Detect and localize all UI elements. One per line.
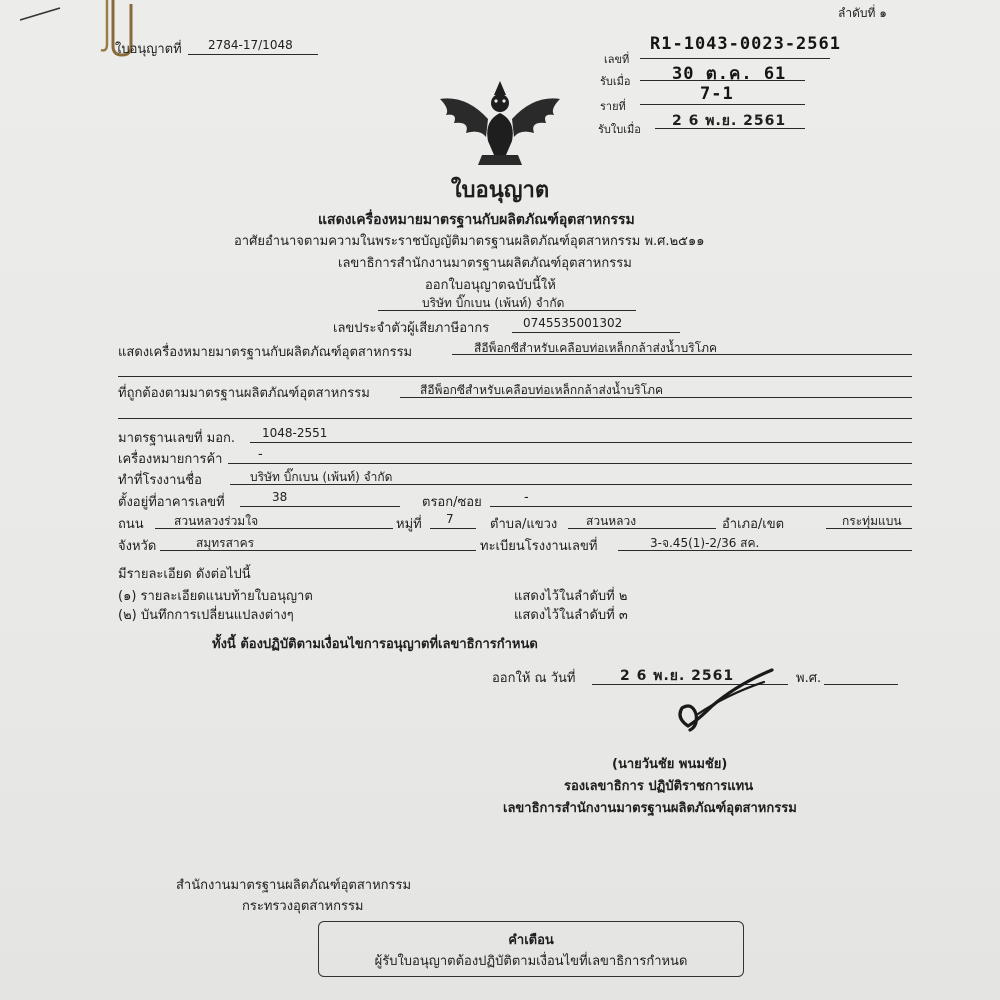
trademark-label: เครื่องหมายการค้า (118, 452, 223, 467)
tax-id-label: เลขประจำตัวผู้เสียภาษีอากร (333, 321, 490, 336)
header-line3: เลขาธิการสำนักงานมาตรฐานผลิตภัณฑ์อุตสาหกรรม (338, 256, 632, 271)
handwritten-signature (668, 664, 788, 736)
building-label: ตั้งอยู่ที่อาคารเลขที่ (118, 495, 225, 510)
warning-text: ผู้รับใบอนุญาตต้องปฏิบัติตามเงื่อนไขที่เลขาธิการกำหนด (374, 954, 688, 969)
receipt-date-label: รับเมื่อ (600, 75, 631, 88)
header-line1: แสดงเครื่องหมายมาตรฐานกับผลิตภัณฑ์อุตสาหกรรม (318, 212, 635, 228)
subdistrict-label: ตำบล/แขวง (490, 517, 558, 532)
issue-era: พ.ศ. (796, 671, 822, 686)
road-value: สวนหลวงร่วมใจ (174, 514, 259, 528)
issue-label: ออกให้ ณ วันที่ (492, 671, 576, 686)
district-value: กระทุ่มแบน (842, 514, 902, 528)
signatory-name: (นายวันชัย พนมชัย) (612, 757, 728, 772)
trademark-value: - (258, 447, 263, 462)
factory-label: ทำที่โรงงานชื่อ (118, 473, 202, 488)
receipt-no-label: เลขที่ (604, 53, 630, 66)
alley-value: - (524, 490, 529, 505)
details-item1: (๑) รายละเอียดแนบท้ายใบอนุญาต (118, 589, 313, 604)
signatory-title1: รองเลขาธิการ ปฏิบัติราชการแทน (564, 779, 754, 794)
details-item1-ref: แสดงไว้ในลำดับที่ ๒ (514, 589, 628, 604)
province-label: จังหวัด (118, 539, 157, 554)
receipt-list-label: รายที่ (600, 100, 626, 113)
std-label: ที่ถูกต้องตามมาตรฐานผลิตภัณฑ์อุตสาหกรรม (118, 386, 370, 401)
district-label: อำเภอ/เขต (722, 517, 785, 532)
license-no-label: ใบอนุญาตที่ (115, 42, 182, 57)
tis-value: 1048-2551 (262, 426, 328, 440)
mark-label: แสดงเครื่องหมายมาตรฐานกับผลิตภัณฑ์อุตสาหกรรม (118, 345, 413, 360)
province-value: สมุทรสาคร (196, 536, 255, 550)
details-intro: มีรายละเอียด ดังต่อไปนี้ (118, 567, 251, 582)
tis-label: มาตรฐานเลขที่ มอก. (118, 431, 236, 446)
header-line2: อาศัยอำนาจตามความในพระราชบัญญัติมาตรฐานผลิตภัณฑ์อุตสาหกรรม พ.ศ.๒๕๑๑ (234, 234, 705, 249)
reg-label: ทะเบียนโรงงานเลขที่ (480, 539, 598, 554)
issue-date: 2 6 พ.ย. 2561 (620, 668, 735, 684)
condition-text: ทั้งนี้ ต้องปฏิบัติตามเงื่อนไขการอนุญาตที่เลขาธิการกำหนด (212, 637, 538, 652)
office-line1: สำนักงานมาตรฐานผลิตภัณฑ์อุตสาหกรรม (176, 878, 412, 893)
receipt-issued-label: รับใบเมื่อ (598, 123, 641, 136)
details-item2-ref: แสดงไว้ในลำดับที่ ๓ (514, 608, 628, 623)
factory-value: บริษัท บิ๊กเบน (เพ้นท์) จำกัด (250, 470, 393, 484)
receipt-issued-value: 2 6 พ.ย. 2561 (672, 113, 787, 129)
details-item2: (๒) บันทึกการเปลี่ยนแปลงต่างๆ (118, 608, 294, 623)
office-line2: กระทรวงอุตสาหกรรม (242, 899, 364, 914)
moo-label: หมู่ที่ (396, 517, 422, 532)
moo-value: 7 (446, 512, 454, 526)
signatory-title2: เลขาธิการสำนักงานมาตรฐานผลิตภัณฑ์อุตสาหกรรม (503, 801, 797, 816)
receipt-no-value: R1-1043-0023-2561 (650, 34, 841, 54)
tax-id-value: 0745535001302 (523, 316, 623, 330)
mark-value: สีอีพ็อกซีสำหรับเคลือบท่อเหล็กกล้าส่งน้ำบริโภค (474, 341, 718, 355)
page-number: ลำดับที่ ๑ (838, 6, 887, 20)
subdistrict-value: สวนหลวง (586, 514, 637, 528)
document-title: ใบอนุญาต (450, 178, 550, 203)
warning-title: คำเตือน (508, 933, 554, 948)
std-value: สีอีพ็อกซีสำหรับเคลือบท่อเหล็กกล้าส่งน้ำบริโภค (420, 383, 664, 397)
header-line4: ออกใบอนุญาตฉบับนี้ให้ (425, 278, 556, 293)
building-value: 38 (272, 490, 288, 504)
reg-value: 3-จ.45(1)-2/36 สค. (650, 536, 760, 550)
alley-label: ตรอก/ซอย (422, 495, 482, 510)
road-label: ถนน (118, 517, 144, 532)
license-no-value: 2784-17/1048 (208, 38, 293, 52)
garuda-emblem-icon (436, 75, 566, 167)
receipt-list-value: 7-1 (700, 84, 734, 104)
pen-mark-icon (18, 4, 63, 24)
receipt-date-value: 30 ต.ค. 61 (672, 64, 787, 84)
header-company: บริษัท บิ๊กเบน (เพ้นท์) จำกัด (422, 296, 565, 310)
